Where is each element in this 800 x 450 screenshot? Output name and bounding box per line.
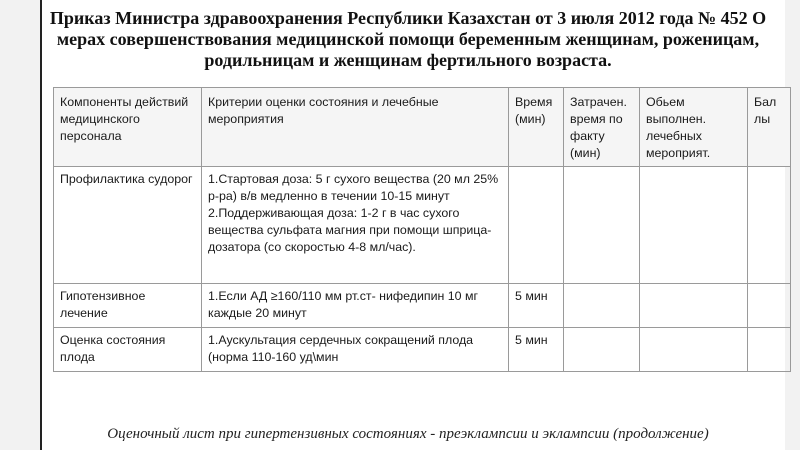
header-criteria: Критерии оценки состояния и лечебные мероприятия (202, 88, 509, 167)
cell-points (748, 284, 791, 328)
table-row (54, 328, 791, 372)
table-row (54, 284, 791, 328)
cell-component: Гипотензивное лечение (54, 284, 202, 328)
cell-criteria: 1.Аускультация сердечных сокращений плода (норма 110-160 уд\мин (202, 328, 509, 372)
cell-time: 5 мин (509, 328, 564, 372)
header-volume: Обьем выполнен. лечебных мероприят. (640, 88, 748, 167)
header-actual-time: Затрачен. время по факту (мин) (564, 88, 640, 167)
cell-criteria: 1.Если АД ≥160/110 мм рт.ст- нифедипин 10 мг каждые 20 минут (202, 284, 509, 328)
evaluation-table (53, 87, 791, 372)
cell-actual-time (564, 284, 640, 328)
cell-component: Оценка состояния плода (54, 328, 202, 372)
cell-volume (640, 284, 748, 328)
cell-time (509, 167, 564, 284)
cell-criteria: 1.Стартовая доза: 5 г сухого вещества (20 мл 25% р-ра) в/в медленно в течении 10-15 минут 2.Поддерживающая доза: 1-2 г в час сухого вещества сульфата магния при помощи шприца-дозатора (со скоростью 4-8 мл/час). (202, 167, 509, 284)
slide-caption: Оценочный лист при гипертензивных состояниях - преэклампсии и эклампсии (продолжение) (107, 426, 709, 442)
document-title: Приказ Министра здравоохранения Республики Казахстан от 3 июля 2012 года № 452 О мерах совершенствования медицинской помощи беременным женщинам, роженицам, родильницам и женщинам фертильного возраста. (49, 8, 767, 70)
table-header-row (54, 88, 791, 167)
header-components: Компоненты действий медицинского персонала (54, 88, 202, 167)
cell-time: 5 мин (509, 284, 564, 328)
cell-points (748, 328, 791, 372)
cell-actual-time (564, 328, 640, 372)
table-row (54, 167, 791, 284)
left-border-line (40, 0, 42, 450)
header-time: Время (мин) (509, 88, 564, 167)
cell-component: Профилактика судорог (54, 167, 202, 284)
cell-volume (640, 167, 748, 284)
header-points: Бал лы (748, 88, 791, 167)
cell-volume (640, 328, 748, 372)
cell-points (748, 167, 791, 284)
cell-actual-time (564, 167, 640, 284)
